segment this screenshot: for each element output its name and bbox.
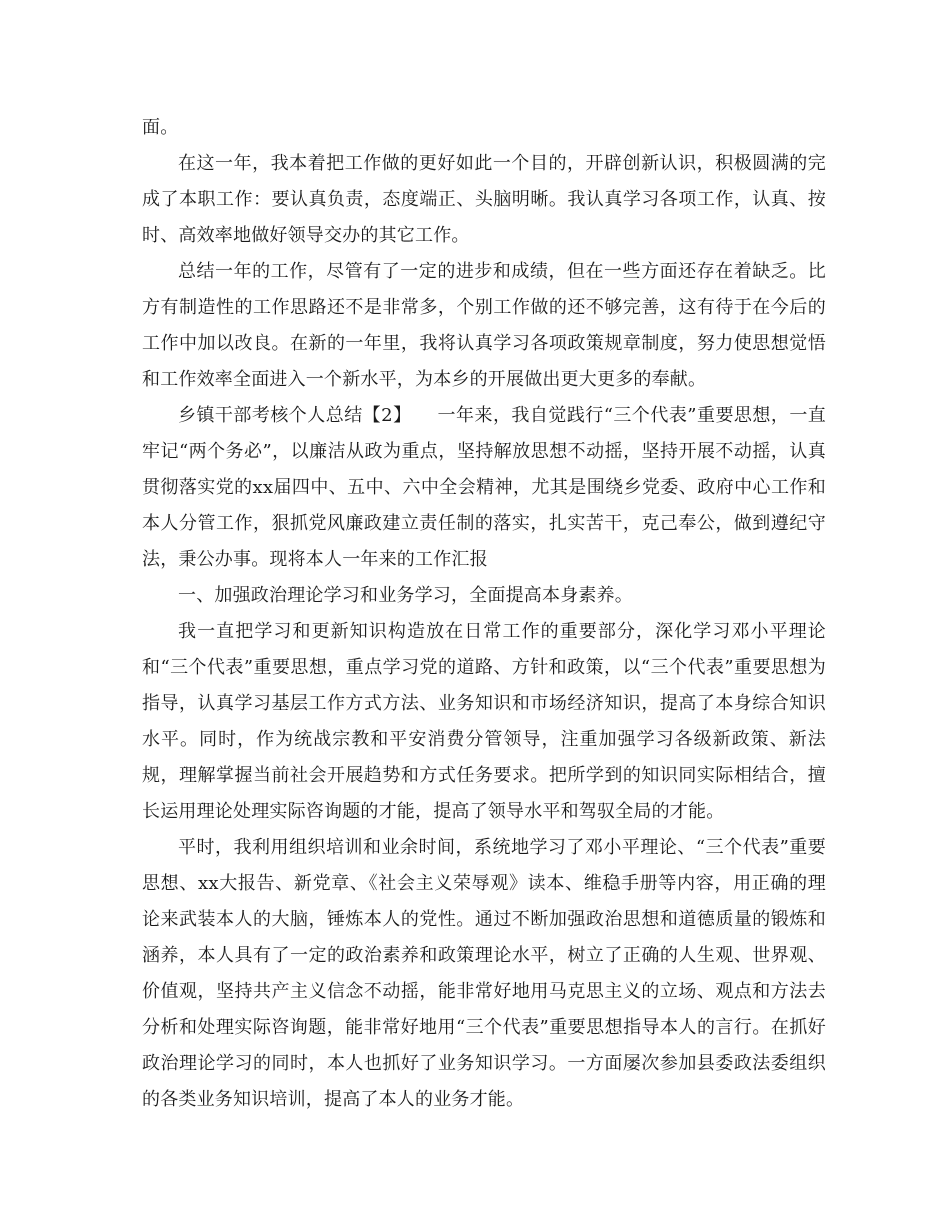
paragraph-daily-study: 平时，我利用组织培训和业余时间，系统地学习了邓小平理论、“三个代表”重要思想、xx大报告、新党章、《社会主义荣辱观》读本、维稳手册等内容，用正确的理论来武装本人的大脑，锤炼本人的党性。通过不断加强政治思想和道德质量的锻炼和涵养，本人具有了一定的政治素养和政策理论水平，树立了正确的人生观、世界观、价值观，坚持共产主义信念不动摇，能非常好地用马克思主义的立场、观点和方法去分析和处理实际咨询题，能非常好地用“三个代表”重要思想指导本人的言行。在抓好政治理论学习的同时，本人也抓好了业务知识学习。一方面屡次参加县委政法委组织的各类业务知识培训，提高了本人的业务才能。: [142, 837, 826, 1110]
paragraph-knowledge-update: 我一直把学习和更新知识构造放在日常工作的重要部分，深化学习邓小平理论和“三个代表”重要思想，重点学习党的道路、方针和政策，以“三个代表”重要思想为指导，认真学习基层工作方式方法、业务知识和市场经济知识，提高了本身综合知识水平。同时，作为统战宗教和平安消费分管领导，注重加强学习各级新政策、新法规，理解掌握当前社会开展趋势和方式任务要求。把所学到的知识同实际相结合，擅长运用理论处理实际咨询题的才能，提高了领导水平和驾驭全局的才能。: [142, 621, 826, 822]
subheading-political-study: 一、加强政治理论学习和业务学习，全面提高本身素养。: [178, 585, 633, 606]
paragraph-shortcomings: 总结一年的工作，尽管有了一定的进步和成绩，但在一些方面还存在着缺乏。比方有制造性的工作思路还不是非常多，个别工作做的还不够完善，这有待于在今后的工作中加以改良。在新的一年里，我将认真学习各项政策规章制度，努力使思想觉悟和工作效率全面进入一个新水平，为本乡的开展做出更大更多的奉献。: [142, 261, 826, 390]
section2-intro: 一年来，我自觉践行“三个代表”重要思想，一直牢记“两个务必”，以廉洁从政为重点，坚持解放思想不动摇，坚持开展不动摇，认真贯彻落实党的xx届四中、五中、六中全会精神，尤其是围绕乡党委、政府中心工作和本人分管工作，狠抓党风廉政建立责任制的落实，扎实苦干，克己奉公，做到遵纪守法，秉公办事。现将本人一年来的工作汇报: [142, 405, 826, 570]
paragraph-continuation: 面。: [142, 117, 179, 138]
document-body: [142, 110, 826, 1118]
paragraph-work-summary: 在这一年，我本着把工作做的更好如此一个目的，开辟创新认识，积极圆满的完成了本职工作：要认真负责，态度端正、头脑明晰。我认真学习各项工作，认真、按时、高效率地做好领导交办的其它工作。: [142, 153, 826, 246]
section2-heading: 乡镇干部考核个人总结【2】: [178, 405, 412, 426]
section2-paragraph: [142, 398, 826, 578]
